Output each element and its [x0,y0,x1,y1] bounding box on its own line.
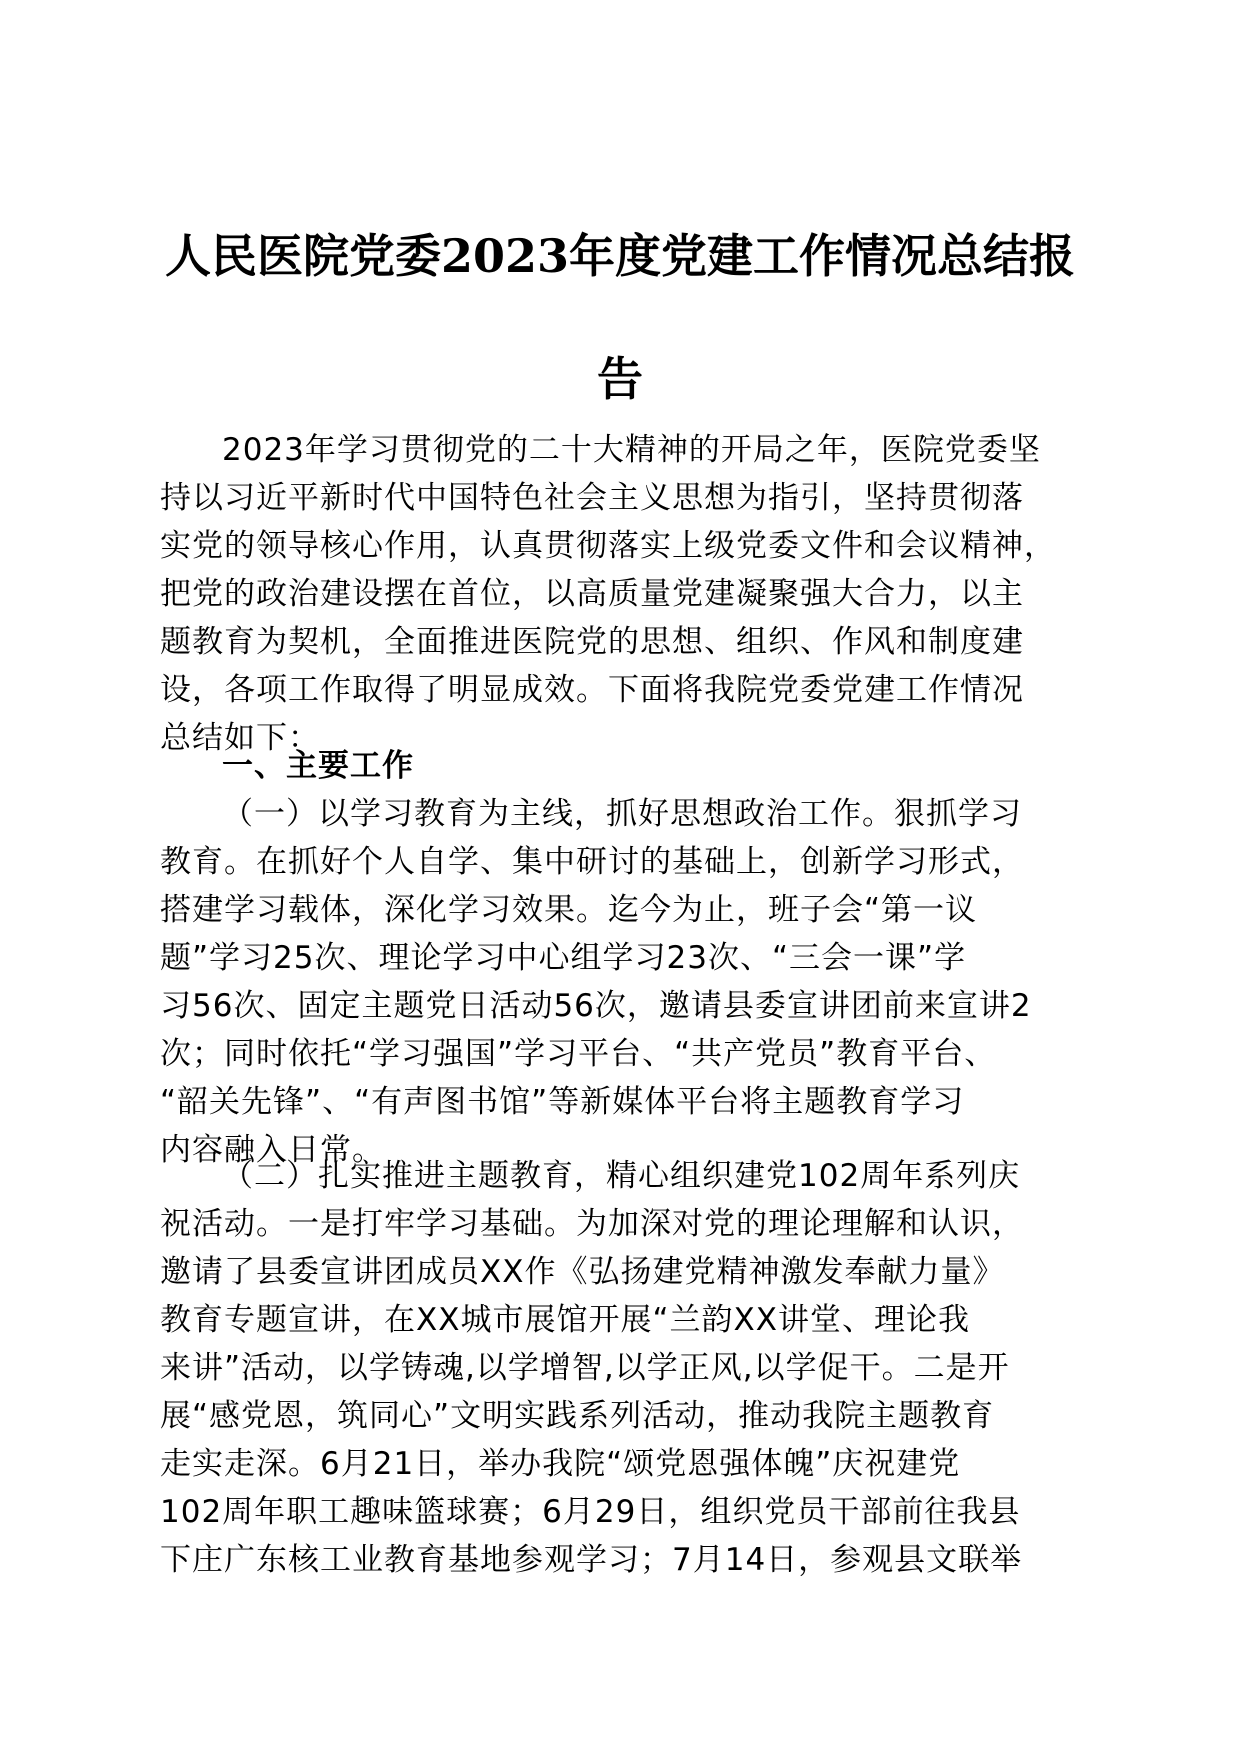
item-1-line: 内容融入日常。 [160,1132,384,1168]
item-2-line: 102周年职工趣味篮球赛；6月29日，组织党员干部前往我县 [160,1494,1021,1530]
intro-line: 持以习近平新时代中国特色社会主义思想为指引，坚持贯彻落 [160,480,1024,516]
document-title-line-1: 人民医院党委2023年度党建工作情况总结报 [164,229,1076,283]
item-2-line: 教育专题宣讲，在XX城市展馆开展“兰韵XX讲堂、理论我 [160,1302,971,1338]
intro-line: 实党的领导核心作用，认真贯彻落实上级党委文件和会议精神， [160,528,1056,564]
item-1-line: 习56次、固定主题党日活动56次，邀请县委宣讲团前来宣讲2 [160,988,1032,1024]
item-1-line: 搭建学习载体，深化学习效果。迄今为止，班子会“第一议 [160,892,978,928]
item-2-line: 下庄广东核工业教育基地参观学习；7月14日，参观县文联举 [160,1542,1023,1578]
item-2-line: （二）扎实推进主题教育，精心组织建党102周年系列庆 [222,1158,1021,1194]
item-1-line: （一）以学习教育为主线，抓好思想政治工作。狠抓学习 [222,796,1022,832]
intro-line: 题教育为契机，全面推进医院党的思想、组织、作风和制度建 [160,624,1024,660]
item-1-line: 教育。在抓好个人自学、集中研讨的基础上，创新学习形式， [160,844,1024,880]
item-2-line: 来讲”活动，以学铸魂,以学增智,以学正风,以学促干。二是开 [160,1350,1010,1386]
item-1-line: 次；同时依托“学习强国”学习平台、“共产党员”教育平台、 [160,1036,997,1072]
item-2-line: 祝活动。一是打牢学习基础。为加深对党的理论理解和认识， [160,1206,1024,1242]
item-2-line: 展“感党恩，筑同心”文明实践系列活动，推动我院主题教育 [160,1398,995,1434]
section-1 [160,742,1080,790]
item-2-paragraph [160,1152,1080,1584]
intro-paragraph [160,426,1080,762]
item-1-paragraph [160,790,1080,1174]
document-title-line-2: 告 [597,352,643,406]
item-2-line: 邀请了县委宣讲团成员XX作《弘扬建党精神激发奉献力量》 [160,1254,1005,1290]
item-2-line: 走实走深。6月21日，举办我院“颂党恩强体魄”庆祝建党 [160,1446,961,1482]
section-1-heading: 一、主要工作 [222,748,414,784]
item-1-line: “韶关先锋”、“有声图书馆”等新媒体平台将主题教育学习 [160,1084,965,1120]
item-1-line: 题”学习25次、理论学习中心组学习23次、“三会一课”学 [160,940,967,976]
intro-line: 2023年学习贯彻党的二十大精神的开局之年，医院党委坚 [222,432,1041,468]
intro-line: 把党的政治建设摆在首位，以高质量党建凝聚强大合力，以主 [160,576,1024,612]
intro-line: 总结如下： [160,720,320,756]
intro-line: 设，各项工作取得了明显成效。下面将我院党委党建工作情况 [160,672,1024,708]
